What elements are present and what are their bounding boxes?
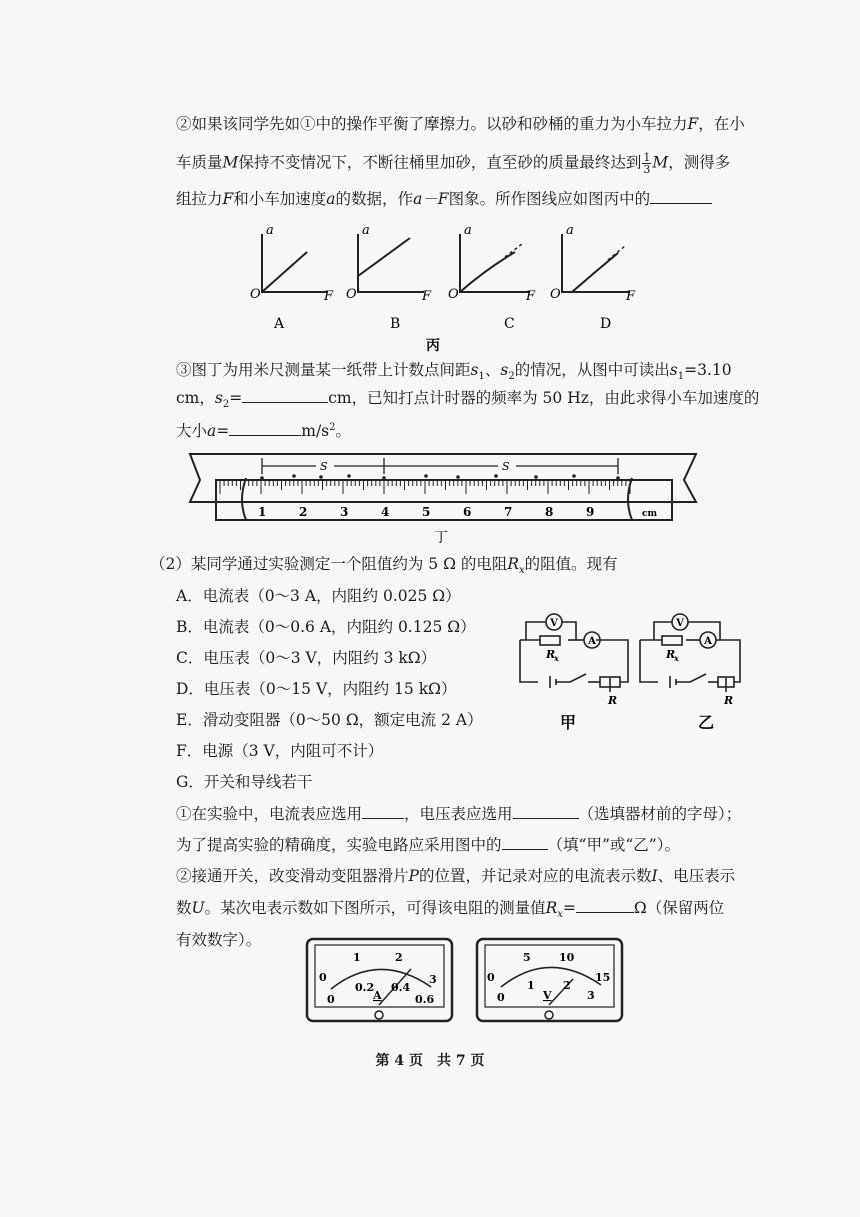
circuit-label-jia: 甲 [560, 713, 577, 732]
svg-text:2: 2 [563, 979, 571, 992]
circuit-diagrams [510, 600, 750, 740]
figure-caption-bing: 丙 [426, 338, 440, 354]
svg-text:10: 10 [559, 951, 575, 964]
svg-text:0: 0 [487, 971, 495, 984]
svg-text:R: R [724, 694, 734, 707]
origin-label: O [448, 287, 459, 302]
origin-label: O [250, 287, 261, 302]
ammeter-scale-arc [331, 969, 431, 989]
ans-line-1: ①在实验中，电流表应选用 ，电压表应选用 （选填器材前的字母）； [176, 805, 742, 823]
answer-blank[interactable] [650, 189, 712, 204]
svg-text:3: 3 [587, 989, 595, 1002]
figure-caption-ding: 丁 [434, 530, 448, 546]
option-label-a: A [274, 316, 285, 332]
answer-blank-ammeter[interactable] [362, 804, 404, 819]
meters-figure [305, 935, 625, 1027]
answer-blank-circuit[interactable] [502, 835, 548, 850]
svg-text:A: A [588, 636, 596, 647]
svg-text:0: 0 [327, 993, 335, 1006]
svg-text:x: x [674, 653, 679, 663]
svg-text:0.2: 0.2 [355, 981, 375, 994]
svg-text:0: 0 [319, 971, 327, 984]
answer-blank-rx[interactable] [576, 898, 634, 913]
axis-label-a: a [362, 223, 370, 238]
svg-text:2: 2 [395, 951, 403, 964]
circuit-label-yi: 乙 [698, 713, 715, 732]
svg-text:R: R [666, 648, 676, 661]
axis-label-a: a [566, 223, 574, 238]
answer-blank-a[interactable] [229, 421, 301, 436]
svg-text:V: V [676, 618, 684, 629]
svg-text:x: x [554, 653, 559, 663]
svg-text:5: 5 [523, 951, 531, 964]
voltmeter-knob [545, 1011, 553, 1019]
ruler-number: 4 [381, 505, 390, 519]
ruler-number: 8 [545, 505, 554, 519]
q2-line-2: 车质量M保持不变情况下，不断往桶里加砂，直至砂的质量最终达到 $\frac{1}{3}$ M，测得多 [176, 151, 731, 176]
page-footer: 第 4 页 共 7 页 [375, 1053, 485, 1069]
paper-tape [190, 454, 696, 502]
graph-c-curve [460, 252, 515, 292]
ruler-figure-ding [186, 448, 706, 548]
ruler-number: 2 [299, 505, 308, 519]
answer-blank-s2[interactable] [242, 388, 328, 403]
svg-text:1: 1 [353, 951, 361, 964]
svg-text:A: A [373, 989, 382, 1002]
svg-text:V: V [550, 618, 558, 629]
ruler-number: 1 [258, 505, 267, 519]
axis-label-f: F [422, 289, 432, 304]
axis-label-f: F [324, 289, 334, 304]
equipment-item-g: G．开关和导线若干 [176, 773, 313, 791]
ans-line-3: ②接通开关，改变滑动变阻器滑片P的位置，并记录对应的电流表示数I、电压表示 [176, 867, 736, 885]
graph-b-line [358, 238, 410, 276]
ruler-number: 7 [504, 505, 513, 519]
part2-intro: （2）某同学通过实验测定一个阻值约为 5 Ω 的电阻$R_x$的阻值。现有 [150, 555, 618, 577]
fraction: $\frac{1}{3}$ [643, 151, 651, 176]
graphs-bing [240, 220, 660, 355]
axis-label-f: F [526, 289, 536, 304]
origin-label: O [550, 287, 561, 302]
svg-text:0: 0 [497, 991, 505, 1004]
ruler-number: 6 [463, 505, 472, 519]
q3-line-2: cm，$s_2=$ cm，已知打点计时器的频率为 50 Hz，由此求得小车加速度的 [176, 389, 760, 411]
ammeter-knob [375, 1011, 383, 1019]
q2-line-1: ②如果该同学先如①中的操作平衡了摩擦力。以砂和砂桶的重力为小车拉力F，在小 [176, 115, 745, 133]
equipment-item-d: D．电压表（0～15 V，内阻约 15 kΩ） [176, 680, 457, 698]
option-label-d: D [600, 316, 612, 332]
answer-blank-voltmeter[interactable] [513, 804, 579, 819]
option-label-c: C [504, 316, 515, 332]
voltmeter-scale-arc [501, 967, 601, 987]
ruler-number: 3 [340, 505, 349, 519]
graph-c-dashed [505, 244, 522, 257]
axis-label-a: a [266, 223, 274, 238]
ans-line-4: 数U。某次电表示数如下图所示，可得该电阻的测量值$R_x= \Omega$（保留两位 [176, 899, 725, 921]
axis-label-a: a [464, 223, 472, 238]
origin-label: O [346, 287, 357, 302]
svg-text:0.6: 0.6 [415, 993, 435, 1006]
graph-d-curve [572, 253, 618, 292]
ans-line-2: 为了提高实验的精确度，实验电路应采用图中的 （填“甲”或“乙”）。 [176, 836, 680, 854]
equipment-item-a: A．电流表（0～3 A，内阻约 0.025 Ω） [176, 587, 461, 605]
q3-line-3: 大小$a= m/s^2$。 [176, 422, 352, 441]
svg-text:A: A [704, 636, 712, 647]
option-label-b: B [390, 316, 401, 332]
ans-line-5: 有效数字）。 [176, 931, 262, 949]
graph-b-axes [358, 234, 424, 292]
equipment-item-e: E．滑动变阻器（0～50 Ω，额定电流 2 A） [176, 711, 483, 729]
svg-text:R: R [546, 648, 556, 661]
graph-a-line [262, 252, 307, 292]
ruler-number: 5 [422, 505, 431, 519]
ruler-unit: cm [642, 509, 658, 519]
svg-text:1: 1 [527, 979, 535, 992]
axis-label-f: F [626, 289, 636, 304]
q3-line-1: ③图丁为用米尺测量某一纸带上计数点间距$s_1$、$s_2$的情况，从图中可读出$s_1=3.10$ [176, 361, 732, 383]
svg-text:V: V [543, 989, 552, 1002]
equipment-item-c: C．电压表（0～3 V，内阻约 3 kΩ） [176, 649, 437, 667]
ruler-number: 9 [586, 505, 595, 519]
svg-text:0.4: 0.4 [391, 981, 411, 994]
equipment-item-b: B．电流表（0～0.6 A，内阻约 0.125 Ω） [176, 618, 476, 636]
svg-text:15: 15 [595, 971, 611, 984]
q2-line-3: 组拉力F和小车加速度a的数据，作a－F图象。所作图线应如图丙中的 [176, 189, 712, 209]
svg-text:R: R [608, 694, 618, 707]
equipment-item-f: F．电源（3 V，内阻可不计） [176, 742, 384, 760]
s1-label: S [320, 460, 328, 473]
graph-d-axes [562, 234, 630, 292]
svg-text:3: 3 [429, 973, 437, 986]
s2-label: S [502, 460, 510, 473]
ruler-body [216, 480, 672, 520]
